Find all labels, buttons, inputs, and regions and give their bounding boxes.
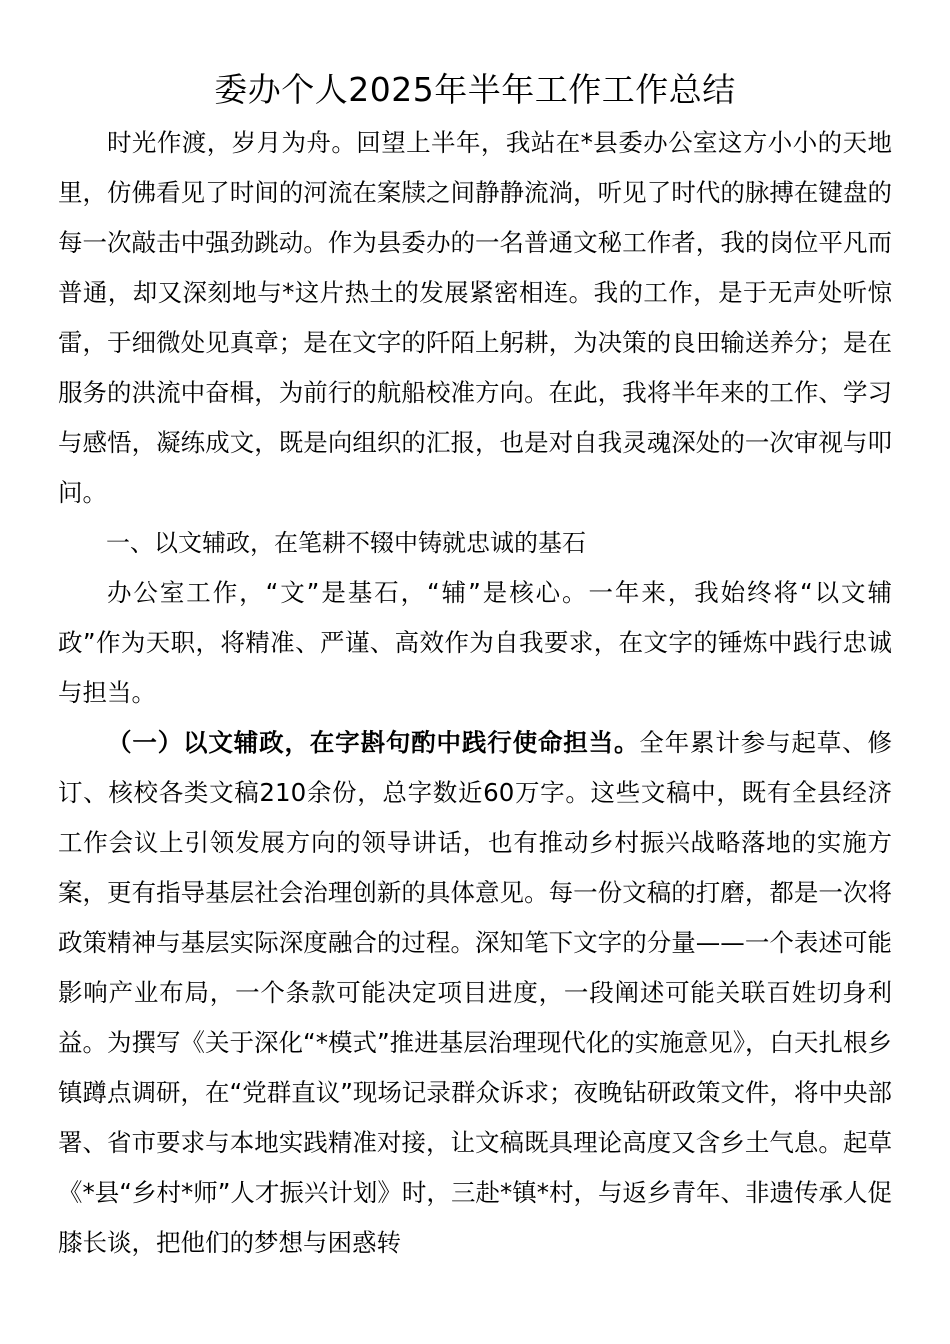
subsection-paragraph [58,718,892,1268]
document-page [58,62,892,1268]
subsection-body: 全年累计参与起草、修订、核校各类文稿210余份，总字数近60万字。这些文稿中，既有全县经济工作会议上引领发展方向的领导讲话，也有推动乡村振兴战略落地的实施方案，更有指导基层社会治理创新的具体意见。每一份文稿的打磨，都是一次将政策精神与基层实际深度融合的过程。深知笔下文字的分量——一个表述可能影响产业布局，一个条款可能决定项目进度，一段阐述可能关联百姓切身利益。为撰写《关于深化“*模式”推进基层治理现代化的实施意见》，白天扎根乡镇蹲点调研，在“党群直议”现场记录群众诉求；夜晚钻研政策文件，将中央部署、省市要求与本地实践精准对接，让文稿既具理论高度又含乡土气息。起草《*县“乡村*师”人才振兴计划》时，三赴*镇*村，与返乡青年、非遗传承人促膝长谈，把他们的梦想与困惑转 [58,728,893,1257]
subsection-heading: （一）以文辅政，在字斟句酌中践行使命担当。 [107,728,640,757]
intro-paragraph: 时光作渡，岁月为舟。回望上半年，我站在*县委办公室这方小小的天地里，仿佛看见了时间的河流在案牍之间静静流淌，听见了时代的脉搏在键盘的每一次敲击中强劲跳动。作为县委办的一名普通文秘工作者，我的岗位平凡而普通，却又深刻地与*这片热土的发展紧密相连。我的工作，是于无声处听惊雷，于细微处见真章；是在文字的阡陌上躬耕，为决策的良田输送养分；是在服务的洪流中奋楫，为前行的航船校准方向。在此，我将半年来的工作、学习与感悟，凝练成文，既是向组织的汇报，也是对自我灵魂深处的一次审视与叩问。 [58,128,892,507]
document-title: 委办个人2025年半年工作工作总结 [214,70,736,109]
section-intro-paragraph: 办公室工作，“文”是基石，“辅”是核心。一年来，我始终将“以文辅政”作为天职，将精准、严谨、高效作为自我要求，在文字的锤炼中践行忠诚与担当。 [58,578,892,707]
section-heading: 一、以文辅政，在笔耕不辍中铸就忠诚的基石 [106,529,586,557]
